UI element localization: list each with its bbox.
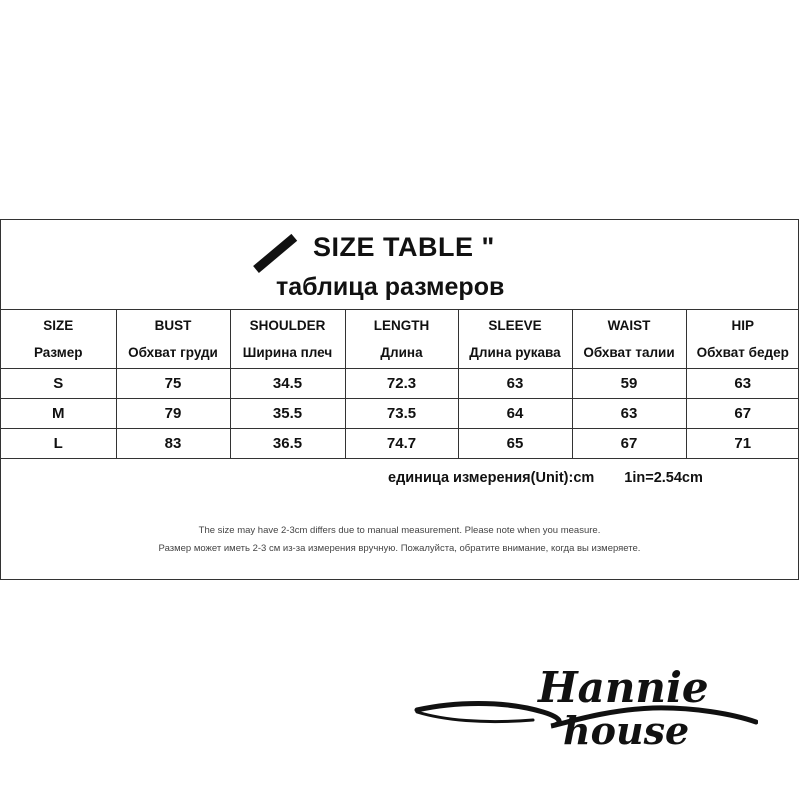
table-cell: 64: [458, 399, 572, 429]
table-cell: 34.5: [230, 369, 345, 399]
unit-conversion: 1in=2.54cm: [624, 470, 703, 486]
table-cell: 67: [572, 429, 686, 459]
measurement-notes: [1, 522, 798, 558]
title-english: SIZE TABLE ": [313, 232, 495, 262]
table-cell: 73.5: [345, 399, 458, 429]
brand-logo: [413, 650, 758, 760]
title-russian: таблица размеров: [276, 273, 505, 301]
table-cell: 63: [458, 369, 572, 399]
table-cell: 79: [116, 399, 230, 429]
column-header: BUST Обхват груди: [116, 310, 230, 369]
brand-line-1: Hannie: [538, 663, 709, 712]
note-english: The size may have 2-3cm differs due to manual measurement. Please note when you measure.: [198, 525, 601, 536]
table-cell: M: [1, 399, 116, 429]
table-cell: 72.3: [345, 369, 458, 399]
table-cell: 65: [458, 429, 572, 459]
column-header: WAIST Обхват талии: [572, 310, 686, 369]
column-header: LENGTH Длина: [345, 310, 458, 369]
title-block: [1, 220, 798, 310]
size-table: [1, 309, 799, 459]
table-cell: 36.5: [230, 429, 345, 459]
size-table-sheet: [0, 219, 799, 580]
table-cell: 71: [686, 429, 799, 459]
slash-mark-icon: [253, 234, 297, 273]
table-cell: 63: [572, 399, 686, 429]
table-cell: 59: [572, 369, 686, 399]
table-row: [1, 429, 799, 459]
table-row: [1, 399, 799, 429]
table-cell: L: [1, 429, 116, 459]
unit-label: единица измерения(Unit):cm: [388, 470, 595, 486]
brand-line-2: house: [563, 708, 690, 753]
table-cell: 35.5: [230, 399, 345, 429]
table-cell: 75: [116, 369, 230, 399]
table-header-row: [1, 310, 799, 369]
table-cell: 83: [116, 429, 230, 459]
table-cell: 67: [686, 399, 799, 429]
table-cell: 63: [686, 369, 799, 399]
table-row: [1, 369, 799, 399]
column-header: SLEEVE Длина рукава: [458, 310, 572, 369]
column-header: SHOULDER Ширина плеч: [230, 310, 345, 369]
table-cell: S: [1, 369, 116, 399]
column-header: SIZE Размер: [1, 310, 116, 369]
table-cell: 74.7: [345, 429, 458, 459]
note-russian: Размер может иметь 2-3 см из-за измерения вручную. Пожалуйста, обратите внимание, когда вы измеряете.: [158, 543, 641, 554]
unit-line: [388, 470, 703, 486]
column-header: HIP Обхват бедер: [686, 310, 799, 369]
